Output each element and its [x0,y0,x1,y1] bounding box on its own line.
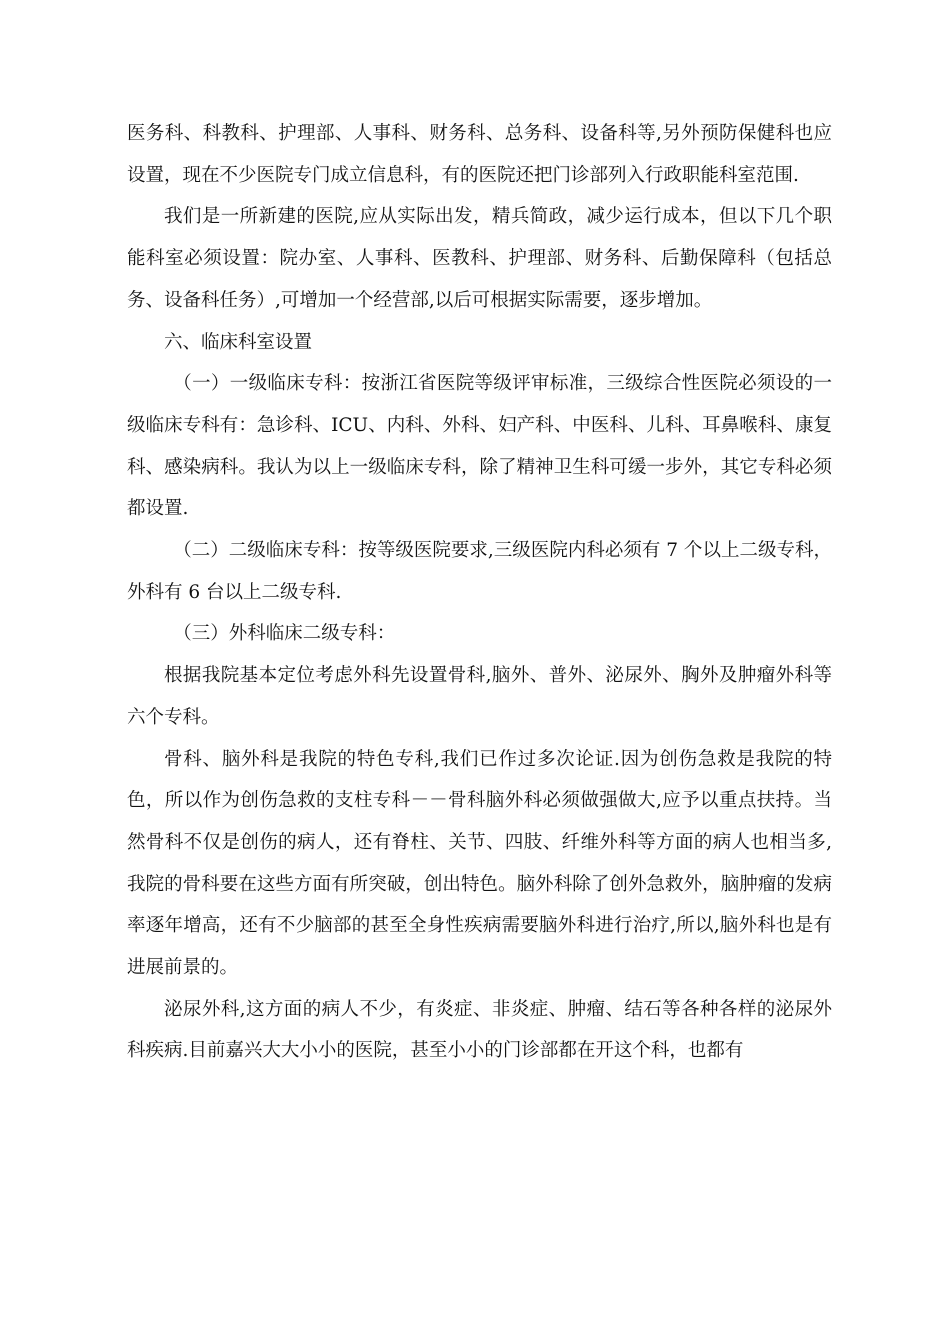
paragraph-second-level-clinical-specialties: （二）二级临床专科：按等级医院要求,三级医院内科必须有 7 个以上二级专科，外科有 6 台以上二级专科. [127,540,832,603]
paragraph-required-functional-departments: 我们是一所新建的医院,应从实际出发，精兵简政，减少运行成本，但以下几个职能科室必须设置：院办室、人事科、医教科、护理部、财务科、后勤保障科（包括总务、设备科任务）,可增加一个经营部,以后可根据实际需要，逐步增加。 [127,206,832,311]
document-body [127,113,832,1072]
paragraph-first-level-clinical-specialties: （一）一级临床专科：按浙江省医院等级评审标准，三级综合性医院必须设的一级临床专科有：急诊科、ICU、内科、外科、妇产科、中医科、儿科、耳鼻喉科、康复科、感染病科。我认为以上一级临床专科，除了精神卫生科可缓一步外，其它专科必须都设置. [127,373,832,520]
section-heading-clinical-departments: 六、临床科室设置 [164,331,313,353]
paragraph-orthopedics-neurosurgery: 骨科、脑外科是我院的特色专科,我们已作过多次论证.因为创伤急救是我院的特色，所以作为创伤急救的支柱专科－－骨科脑外科必须做强做大,应予以重点扶持。当然骨科不仅是创伤的病人，还有脊柱、关节、四肢、纤维外科等方面的病人也相当多,我院的骨科要在这些方面有所突破，创出特色。脑外科除了创外急救外，脑肿瘤的发病率逐年增高，还有不少脑部的甚至全身性疾病需要脑外科进行治疗,所以,脑外科也是有进展前景的。 [127,748,832,979]
paragraph-urology: 泌尿外科,这方面的病人不少，有炎症、非炎症、肿瘤、结石等各种各样的泌尿外科疾病.目前嘉兴大大小小的医院，甚至小小的门诊部都在开这个科，也都有 [127,998,832,1062]
paragraph-surgical-specialty-plan: 根据我院基本定位考虑外科先设置骨科,脑外、普外、泌尿外、胸外及肿瘤外科等六个专科。 [127,665,832,728]
paragraph-admin-departments-continued: 医务科、科教科、护理部、人事科、财务科、总务科、设备科等,另外预防保健科也应设置，现在不少医院专门成立信息科，有的医院还把门诊部列入行政职能科室范围. [127,123,832,186]
subheading-surgical-specialties: （三）外科临床二级专科： [173,623,396,645]
